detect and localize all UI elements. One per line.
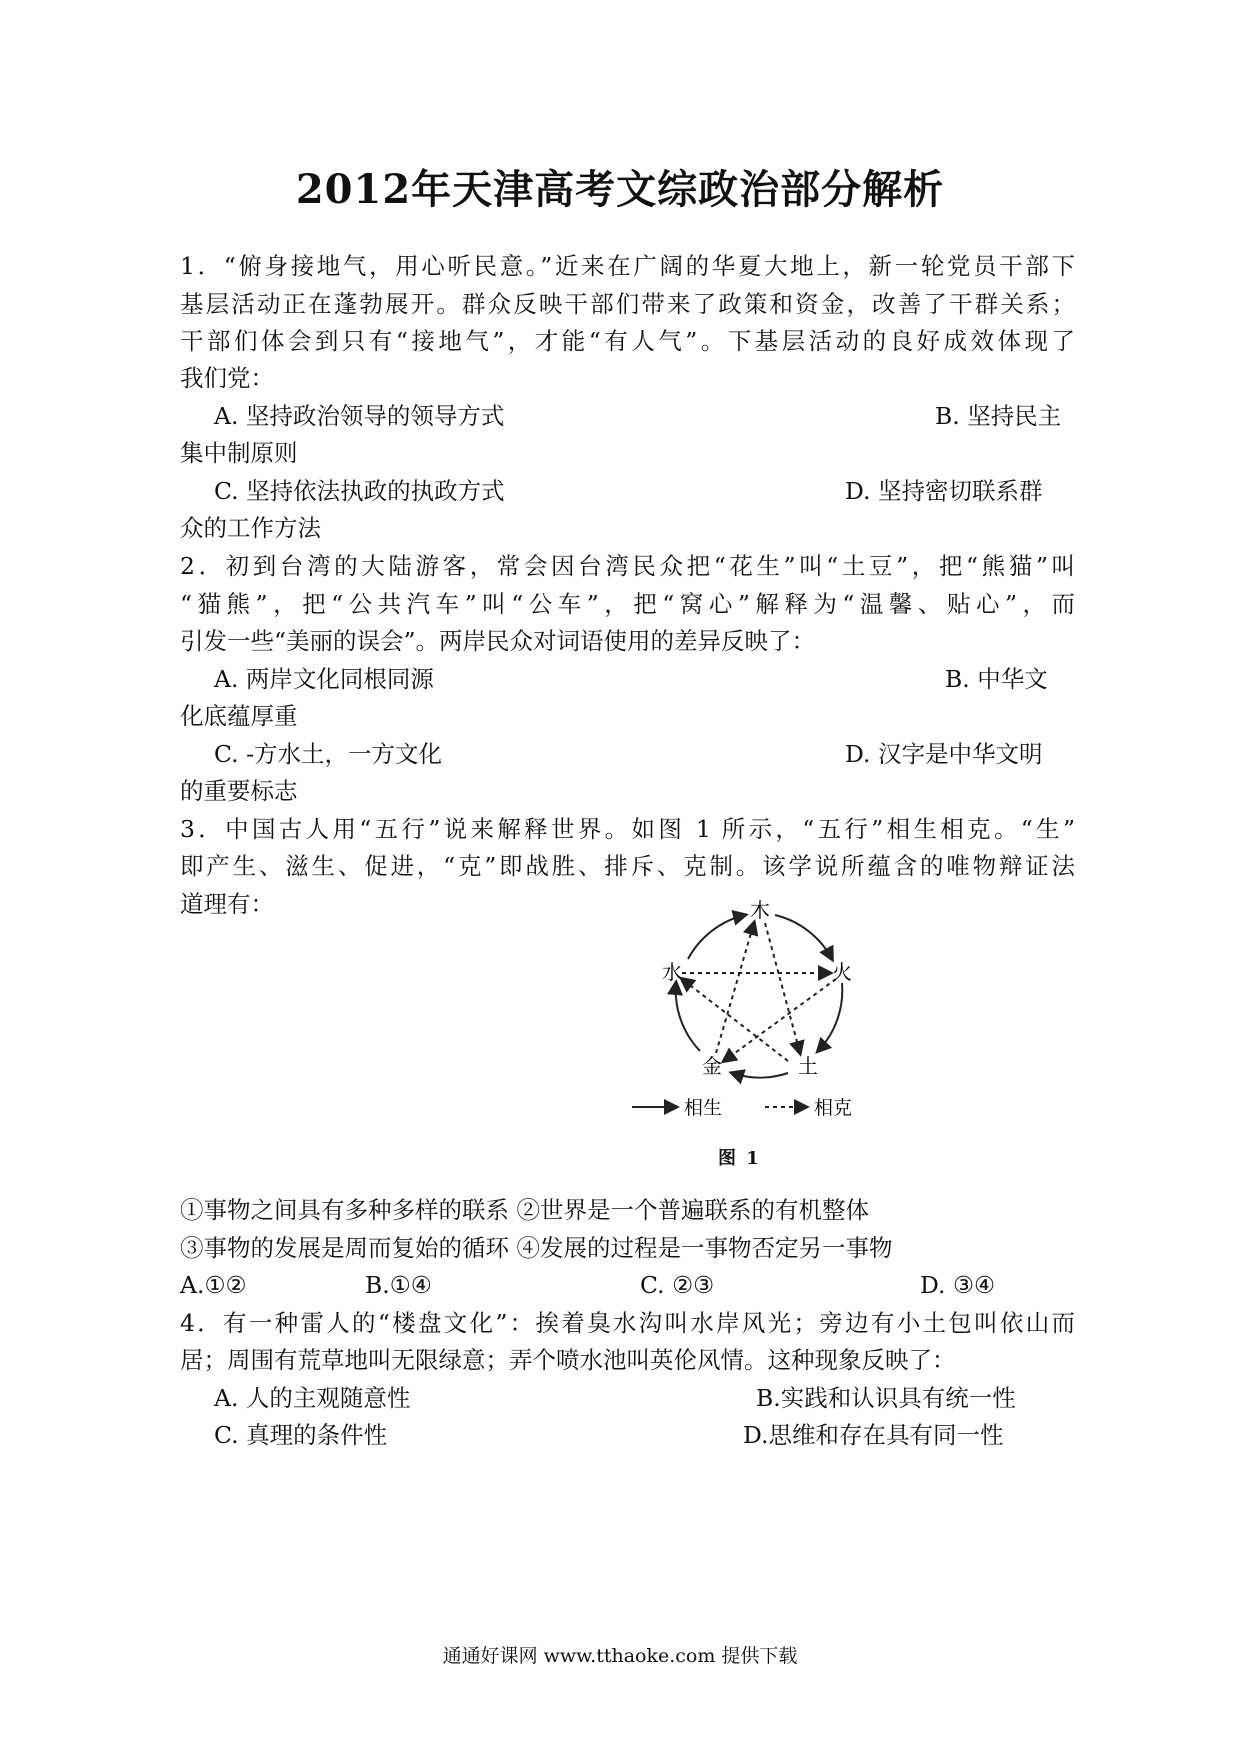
legend-sheng-label: 相生	[684, 1097, 723, 1119]
q2-stem-line-3: 引发一些“美丽的误会”。两岸民众对词语使用的差异反映了：	[180, 627, 816, 655]
q1-option-a: A. 坚持政治领导的领导方式	[214, 402, 505, 430]
q1-stem-line-2: 基层活动正在蓬勃展开。群众反映干部们带来了政策和资金，改善了干群关系；	[180, 290, 1075, 318]
q1-stem-line-3: 干部们体会到只有“接地气”，才能“有人气”。下基层活动的良好成效体现了	[180, 327, 1075, 355]
wuxing-diagram	[620, 893, 900, 1133]
q1-option-b: B. 坚持民主	[935, 402, 1062, 430]
node-earth: 土	[798, 1054, 818, 1078]
q1-stem-line-1: 1．“俯身接地气，用心听民意。”近来在广阔的华夏大地上，新一轮党员干部下	[180, 252, 1075, 280]
q3-option-d: D. ③④	[920, 1271, 996, 1299]
node-wood: 木	[750, 898, 770, 922]
q2-option-a: A. 两岸文化同根同源	[214, 665, 434, 693]
page-footer: 通通好课网 www.tthaoke.com 提供下载	[442, 1645, 798, 1667]
figure-caption: 图 1	[718, 1148, 761, 1169]
q3-stem-line-3: 道理有：	[180, 890, 274, 918]
q3-option-b: B.①④	[365, 1271, 432, 1299]
node-water: 水	[662, 960, 682, 984]
q3-option-a: A.①②	[180, 1271, 247, 1299]
q3-stem-line-1: 3．中国古人用“五行”说来解释世界。如图 1 所示，“五行”相生相克。“生”	[180, 815, 1075, 843]
node-metal: 金	[702, 1054, 722, 1078]
q3-option-c: C. ②③	[640, 1271, 715, 1299]
sheng-arc-earth-metal	[732, 1073, 788, 1078]
q1-option-b-cont: 集中制原则	[180, 439, 298, 467]
q1-option-c: C. 坚持依法执政的执政方式	[214, 477, 505, 505]
q4-option-d: D.思维和存在具有同一性	[743, 1421, 1004, 1449]
q1-option-d-cont: 众的工作方法	[180, 514, 321, 542]
q4-option-b: B.实践和认识具有统一性	[756, 1384, 1016, 1412]
ke-metal-wood	[716, 923, 754, 1053]
q2-option-c: C. -方水土，一方文化	[214, 740, 443, 768]
wuxing-svg	[620, 893, 900, 1133]
q3-item-line-2: ③事物的发展是周而复始的循环 ④发展的过程是一事物否定另一事物	[180, 1234, 893, 1262]
legend-ke-label: 相克	[814, 1097, 853, 1119]
q4-option-a: A. 人的主观随意性	[214, 1384, 411, 1412]
q1-stem-line-4: 我们党：	[180, 364, 274, 392]
sheng-arc-fire-earth	[818, 983, 842, 1051]
q3-stem-line-2: 即产生、滋生、促进，“克”即战胜、排斥、克制。该学说所蕴含的唯物辩证法	[180, 852, 1075, 880]
q4-stem-line-1: 4．有一种雷人的“楼盘文化”：挨着臭水沟叫水岸风光；旁边有小土包叫依山而	[180, 1309, 1075, 1337]
q3-item-line-1: ①事物之间具有多种多样的联系 ②世界是一个普遍联系的有机整体	[180, 1196, 869, 1224]
q2-stem-line-2: “猫熊”，把“公共汽车”叫“公车”，把“窝心”解释为“温馨、贴心”，而	[180, 590, 1075, 618]
sheng-arc-wood-fire	[775, 915, 832, 959]
q2-stem-line-1: 2．初到台湾的大陆游客，常会因台湾民众把“花生”叫“土豆”，把“熊猫”叫	[180, 552, 1075, 580]
ke-wood-earth	[765, 923, 800, 1053]
q4-stem-line-2: 居；周围有荒草地叫无限绿意；弄个喷水池叫英伦风情。这种现象反映了：	[180, 1346, 956, 1374]
q2-option-d-cont: 的重要标志	[180, 777, 298, 805]
q2-option-b: B. 中华文	[945, 665, 1048, 693]
q4-option-c: C. 真理的条件性	[214, 1421, 388, 1449]
sheng-arc-metal-water	[676, 983, 700, 1051]
q2-option-d: D. 汉字是中华文明	[845, 740, 1043, 768]
q2-option-b-cont: 化底蕴厚重	[180, 702, 298, 730]
node-fire: 火	[832, 960, 852, 984]
page-title: 2012年天津高考文综政治部分解析	[295, 166, 945, 213]
sheng-arc-water-wood	[688, 915, 745, 959]
q1-option-d: D. 坚持密切联系群	[845, 477, 1043, 505]
